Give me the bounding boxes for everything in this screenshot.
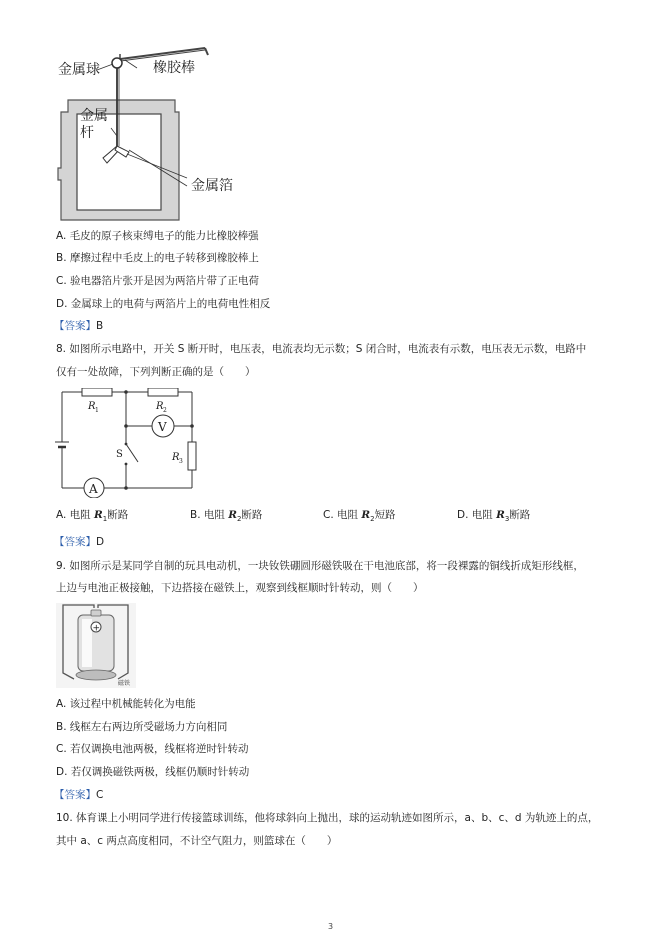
magnet-label: 磁铁 [118,680,131,687]
rod-label: 橡胶棒 [153,60,195,76]
q7-answer [54,319,103,333]
motor-photo [56,603,136,688]
r3-subscript: 3 [179,458,183,465]
option-prefix: A. 电阻 [56,509,95,521]
r3-label: R [172,452,180,463]
r1-label: R [88,401,96,412]
q9-option-d: D. 若仅调换磁铁两极，线框仍顺时针转动 [56,766,250,778]
q8-stem-line2: 仅有一处故障，下列判断正确的是（ ） [56,366,256,378]
option-suffix: 断路 [509,509,531,521]
q9-stem-line2: 上边与电池正极接触，下边搭接在磁铁上，观察到线框顺时针转动，则（ ） [56,582,424,594]
resistor-r1 [82,388,112,396]
ammeter-symbol: A [89,482,98,496]
q8-option-c [323,508,396,526]
electroscope-figure [55,40,265,225]
q9-option-a: A. 该过程中机械能转化为电能 [56,698,196,710]
resistor-subscript: 1 [102,515,108,524]
resistor-subscript: 2 [236,515,242,524]
answer-value: C [96,789,104,801]
resistor-r3 [188,442,196,470]
q9-option-c: C. 若仅调换电池两极，线框将逆时针转动 [56,743,249,755]
q8-stem-line1: 8. 如图所示电路中，开关 S 断开时，电压表，电流表均无示数；S 闭合时，电流表有示数，电压表无示数，电路中 [56,343,587,355]
q8-answer [54,535,104,549]
q7-option-a: A. 毛皮的原子核束缚电子的能力比橡胶棒强 [56,230,259,242]
r1-subscript: 1 [95,407,99,414]
option-suffix: 断路 [107,509,129,521]
magnet [76,670,116,680]
q8-option-d [457,508,530,526]
q10-stem-line1: 10. 体育课上小明同学进行传接篮球训练，他将球斜向上抛出，球的运动轨迹如图所示，a、b、c、d 为轨迹上的点， [56,812,599,824]
q7-option-c: C. 验电器箔片张开是因为两箔片带了正电荷 [56,275,260,287]
option-suffix: 断路 [241,509,263,521]
q7-option-b: B. 摩擦过程中毛皮上的电子转移到橡胶棒上 [56,252,259,264]
circuit-diagram [52,388,212,498]
option-suffix: 短路 [374,509,396,521]
stem-label-2: 杆 [80,125,94,141]
answer-value: B [96,320,104,332]
foil-label: 金属箔 [191,178,233,194]
voltmeter-symbol: V [158,420,167,434]
q9-answer [54,788,103,802]
plus-sign: + [92,623,101,634]
option-prefix: C. 电阻 [323,509,362,521]
switch-s [126,444,138,462]
q8-option-a [56,508,128,526]
q9-option-b: B. 线框左右两边所受磁场力方向相同 [56,721,228,733]
q10-stem-line2: 其中 a、c 两点高度相同，不计空气阻力，则篮球在（ ） [56,835,338,847]
r2-label: R [156,401,164,412]
resistor-symbol: R [228,509,237,521]
page-number: 3 [327,922,334,931]
r2-subscript: 2 [163,407,167,414]
q7-option-d: D. 金属球上的电荷与两箔片上的电荷电性相反 [56,298,271,310]
resistor-symbol: R [94,509,103,521]
metal-ball [112,58,122,68]
option-prefix: B. 电阻 [190,509,229,521]
resistor-subscript: 2 [370,515,375,524]
option-prefix: D. 电阻 [457,509,497,521]
answer-label: 【答案】 [54,789,96,801]
answer-label: 【答案】 [54,536,96,548]
resistor-symbol: R [361,509,371,521]
resistor-subscript: 3 [504,515,510,524]
q9-stem-line1: 9. 如图所示是某同学自制的玩具电动机，一块钕铁硼圆形磁铁吸在干电池底部，将一段裸露的铜线折成矩形线框， [56,560,584,572]
switch-label: S [116,449,123,460]
answer-label: 【答案】 [54,320,96,332]
q8-option-b [190,508,262,526]
stem-label-1: 金属 [80,108,108,124]
resistor-r2 [148,388,178,396]
ball-label: 金属球 [58,62,100,78]
resistor-symbol: R [496,509,505,521]
answer-value: D [96,536,105,548]
